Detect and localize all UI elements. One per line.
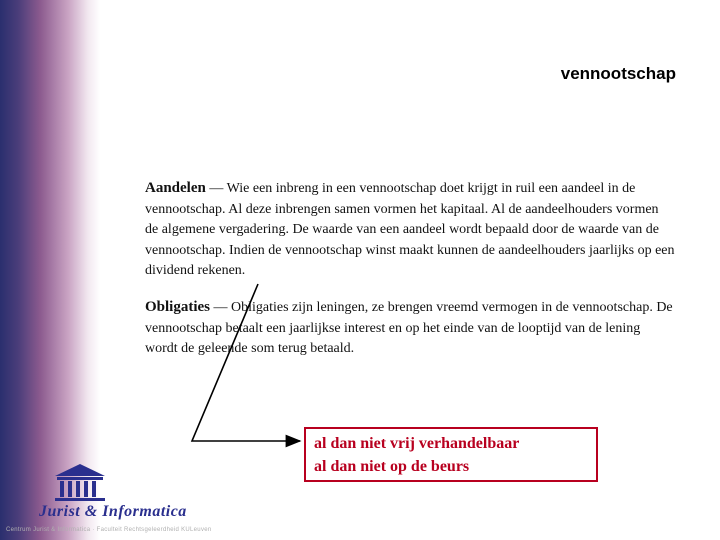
aandelen-heading: Aandelen xyxy=(145,180,206,196)
obligaties-text: Obligaties zijn leningen, ze brengen vreemd vermogen in de vennootschap. De vennootschap betaalt een jaarlijkse interest en op het einde van de looptijd van de lening wordt de geleende som terug betaald. xyxy=(145,300,673,356)
logo-wordmark: Jurist & Informatica xyxy=(39,503,187,520)
slide-title: vennootschap xyxy=(560,64,676,83)
callout-line-1: al dan niet vrij verhandelbaar xyxy=(314,435,520,452)
footer-text: Centrum Jurist & Informatica · Faculteit Rechtsgeleerdheid KULeuven xyxy=(6,527,212,533)
callout-box xyxy=(304,427,598,482)
obligaties-heading: Obligaties xyxy=(145,299,211,315)
aandelen-dash: — xyxy=(205,181,227,196)
aandelen-text: Wie een inbreng in een vennootschap doet krijgt in ruil een aandeel in de vennootschap. Al deze inbrengen samen vormen het kapitaal. Al de aandeelhouders vormen de algemene vergadering. De waarde van een aandeel wordt bepaald door de waarde van de vennootschap. Indien de vennootschap winst maakt kunnen de aandeelhouders jaarlijks op een dividend rekenen. xyxy=(145,181,675,278)
building-columns-icon xyxy=(35,456,215,536)
obligaties-dash: — xyxy=(210,300,232,315)
callout-line-2: al dan niet op de beurs xyxy=(314,458,470,475)
